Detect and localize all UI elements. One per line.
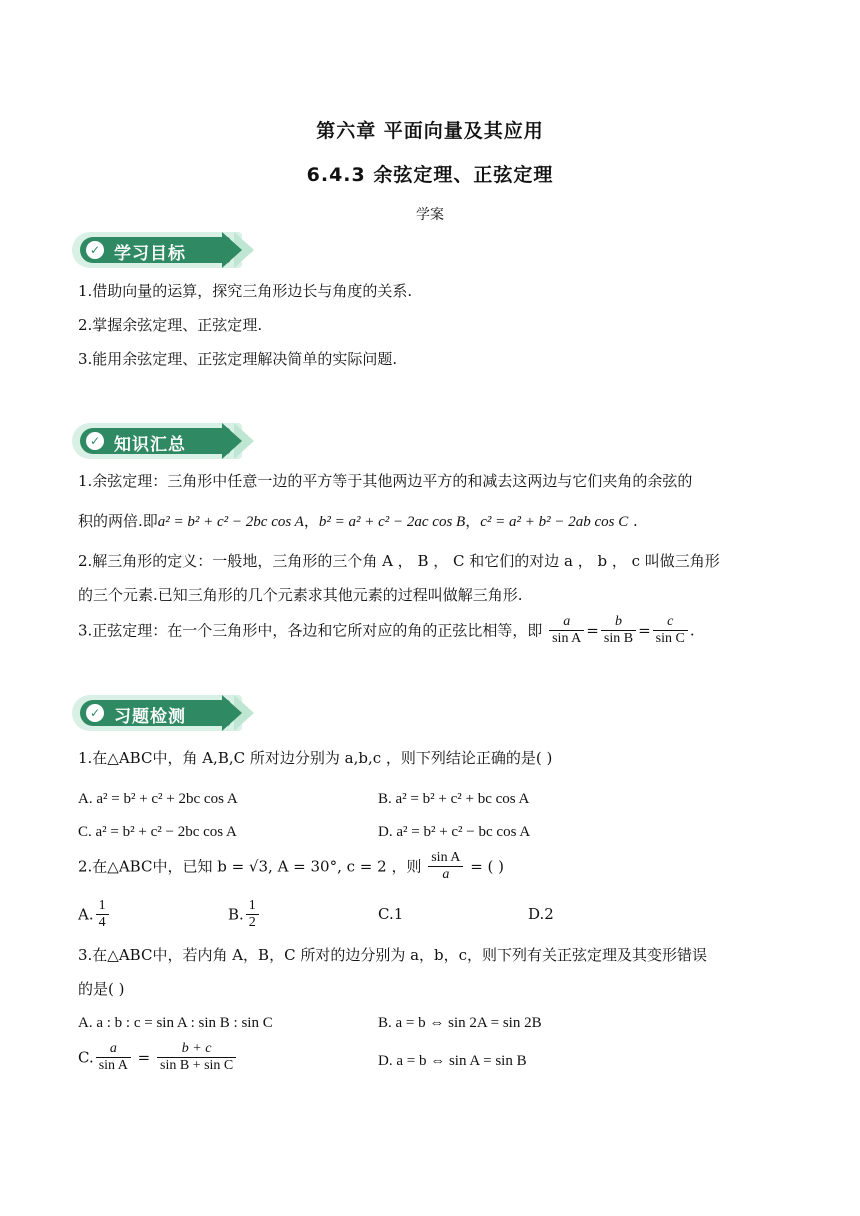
option-label: B. bbox=[228, 905, 244, 924]
formula-law-of-cosines-b: b² = a² + c² − 2ac cos B bbox=[318, 514, 466, 530]
fraction: $\frac{b}{\text{sin B}}$ bbox=[601, 614, 636, 647]
option-a bbox=[78, 898, 111, 931]
question-stem: 1.在△ABC中，角 A,B,C 所对边分别为 a,b,c ，则下列结论正确的是( ) bbox=[78, 749, 553, 767]
question-stem: 的是( ) bbox=[78, 980, 125, 998]
section-banner-knowledge bbox=[72, 423, 256, 459]
knowledge-text: 2.解三角形的定义：一般地，三角形的三个角 A ， B ， C 和它们的对边 a ， b ， c 叫做三角形 bbox=[78, 552, 720, 570]
option-c: C. $\frac{a}{\text{sin A}}$ = $\frac{b + c}{\text{sin B + sin C}}$ bbox=[78, 1041, 238, 1074]
fraction: $\frac{a}{\text{sin A}}$ bbox=[549, 614, 584, 647]
knowledge-text: 1.余弦定理：三角形中任意一边的平方等于其他两边平方的和减去这两边与它们夹角的余弦的 bbox=[78, 472, 693, 490]
option-b: B. a = b ⇔ sin 2A = sin 2B bbox=[378, 1015, 542, 1031]
lesson-title: 6.4.3 余弦定理、正弦定理 bbox=[306, 164, 554, 186]
section-title: 知识汇总 bbox=[114, 435, 186, 455]
text-prefix: 3.正弦定理：在一个三角形中，各边和它所对应的角的正弦比相等，即 bbox=[78, 621, 543, 640]
option-a: A. a : b : c = sin A : sin B : sin C bbox=[78, 1015, 273, 1031]
text-prefix: 2.在△ABC中，已知 b = √3, A = 30°, c = 2 ，则 bbox=[78, 857, 422, 876]
option-b: B. a² = b² + c² + bc cos A bbox=[378, 791, 530, 807]
formula-law-of-cosines-a: a² = b² + c² − 2bc cos A bbox=[157, 514, 304, 530]
check-icon: ✓ bbox=[86, 432, 104, 450]
option-d: D.2 bbox=[528, 905, 554, 923]
section-title: 学习目标 bbox=[114, 244, 186, 264]
check-icon: ✓ bbox=[86, 704, 104, 722]
knowledge-text: 积的两倍.即a² = b² + c² − 2bc cos A，b² = a² + c² − 2ac cos B，c² = a² + b² − 2ab cos C . bbox=[78, 512, 638, 530]
section-title: 习题检测 bbox=[114, 707, 186, 727]
option-b bbox=[228, 898, 261, 931]
goal-item: 2.掌握余弦定理、正弦定理. bbox=[78, 316, 263, 334]
option-c: C. a² = b² + c² − 2bc cos A bbox=[78, 824, 237, 840]
option-label: A. bbox=[78, 905, 94, 924]
question-stem: 3.在△ABC中，若内角 A，B，C 所对的边分别为 a，b，c，则下列有关正弦定理及其变形错误 bbox=[78, 946, 708, 964]
chapter-title: 第六章 平面向量及其应用 bbox=[316, 120, 544, 142]
section-banner-exercises bbox=[72, 695, 256, 731]
option-a: A. a² = b² + c² + 2bc cos A bbox=[78, 791, 238, 807]
fraction: $\frac{c}{\text{sin C}}$ bbox=[653, 614, 688, 647]
fraction: $\frac{a}{\text{sin A}}$ bbox=[96, 1041, 131, 1074]
doc-type: 学案 bbox=[416, 207, 444, 223]
question-stem bbox=[78, 850, 504, 883]
knowledge-text: 3.正弦定理：在一个三角形中，各边和它所对应的角的正弦比相等，即 $\frac{a}{\text{sin A}}$ = $\frac{b}{\text{sin B}}$ = $\frac{c}{\text{sin C}}$ . bbox=[78, 614, 695, 646]
knowledge-text: 的三个元素.已知三角形的几个元素求其他元素的过程叫做解三角形. bbox=[78, 586, 523, 604]
fraction: $\frac{\text{sin A}}{a}$ bbox=[428, 850, 463, 883]
option-d: D. a² = b² + c² − bc cos A bbox=[378, 824, 531, 840]
text-prefix: 积的两倍.即 bbox=[78, 512, 158, 530]
option-c: C.1 bbox=[378, 905, 404, 923]
goal-item: 3.能用余弦定理、正弦定理解决简单的实际问题. bbox=[78, 350, 398, 368]
fraction: $\frac{1}{4}$ bbox=[96, 898, 109, 931]
goal-item: 1.借助向量的运算，探究三角形边长与角度的关系. bbox=[78, 282, 413, 300]
text-suffix: = ( ) bbox=[470, 857, 505, 876]
option-d: D. a = b ⇔ sin A = sin B bbox=[378, 1053, 527, 1069]
fraction: $\frac{b + c}{\text{sin B + sin C}}$ bbox=[157, 1041, 236, 1074]
section-banner-goals bbox=[72, 232, 256, 268]
formula-law-of-cosines-c: c² = a² + b² − 2ab cos C bbox=[480, 514, 629, 530]
fraction: $\frac{1}{2}$ bbox=[246, 898, 259, 931]
check-icon: ✓ bbox=[86, 241, 104, 259]
option-label: C. bbox=[78, 1048, 94, 1067]
